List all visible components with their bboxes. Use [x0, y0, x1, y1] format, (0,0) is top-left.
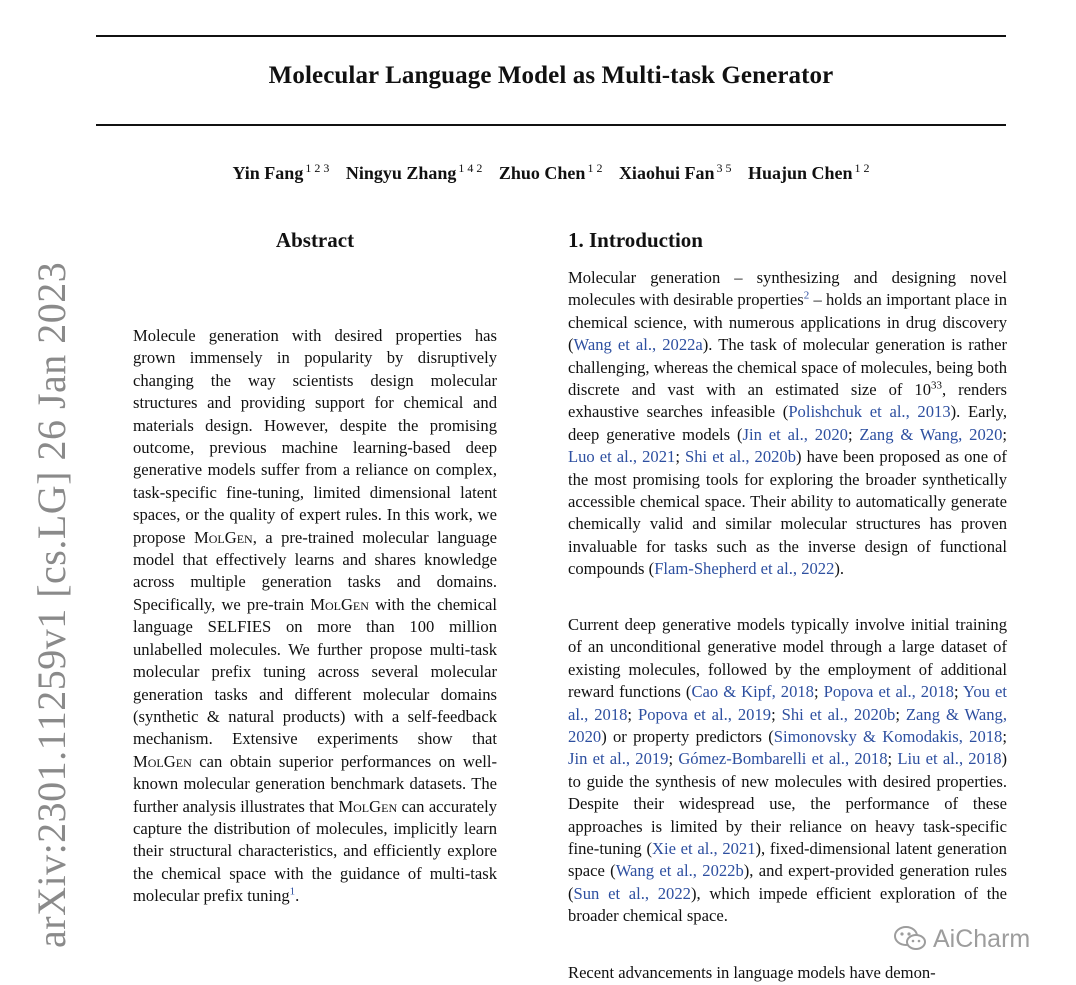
watermark-text: AiCharm: [933, 925, 1031, 953]
wechat-icon: [893, 925, 927, 951]
watermark: [893, 925, 1030, 954]
citation-link[interactable]: Liu et al., 2018: [897, 749, 1002, 769]
author-list: [96, 163, 1006, 184]
introduction-heading: 1. Introduction: [568, 228, 703, 252]
citation-link[interactable]: Luo et al., 2021: [568, 447, 676, 467]
citation-link[interactable]: Xie et al., 2021: [651, 839, 756, 859]
introduction-paragraph-1: Molecular generation – synthesizing and designing novel molecules with desirable properties$^2$ – holds an important place in chemical science, with numerous applications in drug discovery (Wang et al., 2022a). The task of molecular generation is rather challenging, whereas the chemical space of molecules, being both discrete and vast with an estimated size of $10^{33}$, renders exhaustive searches infeasible (Polishchuk et al., 2013). Early, deep generative models (Jin et al., 2020; Zang & Wang, 2020; Luo et al., 2021; Shi et al., 2020b) have been proposed as one of the most promising tools for exploring the broader synthetically accessible chemical space. Their ability to automatically generate chemically valid and similar molecular structures has proven invaluable for tasks such as the inverse design of functional compounds (Flam-Shepherd et al., 2022).: [568, 268, 1008, 579]
model-name: MolGen: [193, 527, 253, 547]
citation-link[interactable]: Flam-Shepherd et al., 2022: [654, 559, 835, 579]
citation-link[interactable]: Wang et al., 2022a: [573, 335, 703, 355]
affiliation-marks: 1 4 2: [458, 161, 483, 175]
citation-link[interactable]: Popova et al., 2019: [637, 704, 772, 724]
citation-link[interactable]: Shi et al., 2020b: [685, 447, 797, 467]
affiliation-marks: 1 2 3: [305, 161, 330, 175]
citation-link[interactable]: Cao & Kipf, 2018: [691, 682, 814, 702]
model-name: MolGen: [133, 751, 192, 771]
citation-link[interactable]: Gómez-Bombarelli et al., 2018: [678, 749, 888, 769]
affiliation-marks: 3 5: [716, 161, 732, 175]
arxiv-identifier-stamp[interactable]: arXiv:2301.11259v1 [cs.LG] 26 Jan 2023: [29, 261, 74, 948]
footnote-link[interactable]: 1: [289, 885, 296, 898]
introduction-paragraph-2: Current deep generative models typically involve initial training of an unconditional generative model through a large dataset of existing molecules, followed by the employment of additional reward functions (Cao & Kipf, 2018; Popova et al., 2018; You et al., 2018; Popova et al., 2019; Shi et al., 2020b; Zang & Wang, 2020) or property predictors (Simonovsky & Komodakis, 2018; Jin et al., 2019; Gómez-Bombarelli et al., 2018; Liu et al., 2018) to guide the synthesis of new molecules with desired properties. Despite their widespread use, the performance of these approaches is limited by their reliance on heavy task-specific fine-tuning (Xie et al., 2021), fixed-dimensional latent generation space (Wang et al., 2022b), and expert-provided generation rules (Sun et al., 2022), which impede efficient exploration of the broader chemical space.: [568, 615, 1008, 926]
affiliation-marks: 1 2: [854, 161, 870, 175]
citation-link[interactable]: Simonovsky & Komodakis, 2018: [773, 727, 1003, 747]
citation-link[interactable]: Shi et al., 2020b: [781, 704, 896, 724]
title-bottom-rule: [96, 124, 1006, 126]
citation-link[interactable]: Jin et al., 2020: [742, 424, 848, 444]
citation-link[interactable]: Polishchuk et al., 2013: [788, 402, 951, 422]
model-name: MolGen: [338, 796, 398, 816]
affiliation-marks: 1 2: [587, 161, 603, 175]
citation-link[interactable]: Zang & Wang, 2020: [568, 704, 1007, 747]
abstract-body: Molecule generation with desired properties has grown immensely in popularity by disruptively changing the way scientists design molecular structures and providing support for chemical and materials design. However, despite the promising outcome, previous machine learning-based deep generative models suffer from a reliance on complex, task-specific fine-tuning, limited dimensional latent spaces, or the quality of expert rules. In this work, we propose MolGen, a pre-trained molecular language model that effectively learns and shares knowledge across multiple generation tasks and domains. Specifically, we pre-train MolGen with the chemical language SELFIES on more than 100 million unlabelled molecules. We further propose multi-task molecular prefix tuning across several molecular generation tasks and different molecular domains (synthetic & natural products) with a self-feedback mechanism. Extensive experiments show that MolGen can obtain superior performances on well-known molecular generation benchmark datasets. The further analysis illustrates that MolGen can accurately capture the distribution of molecules, implicitly learn their structural characteristics, and efficiently explore the chemical space with the guidance of multi-task molecular prefix tuning$^1$.: [133, 326, 497, 906]
author: Xiaohui Fan $^{3 5}$: [618, 161, 732, 183]
author: Huajun Chen $^{1 2}$: [747, 161, 870, 183]
model-name: MolGen: [310, 594, 369, 614]
citation-link[interactable]: Sun et al., 2022: [573, 883, 691, 903]
citation-link[interactable]: Popova et al., 2018: [823, 682, 954, 702]
citation-link[interactable]: Wang et al., 2022b: [615, 861, 744, 881]
exponent: 33: [931, 379, 943, 392]
abstract-heading: Abstract: [275, 228, 355, 252]
author: Zhuo Chen $^{1 2}$: [498, 161, 603, 183]
paper-title: Molecular Language Model as Multi-task Generator: [268, 62, 834, 89]
footnote-link[interactable]: 2: [803, 289, 810, 302]
citation-link[interactable]: Jin et al., 2019: [568, 749, 669, 769]
top-rule: [96, 35, 1006, 37]
introduction-paragraph-3: Recent advancements in language models have demon-: [568, 963, 936, 982]
citation-link[interactable]: You et al., 2018: [568, 682, 1007, 724]
author: Yin Fang $^{1 2 3}$: [232, 161, 330, 183]
author: Ningyu Zhang $^{1 4 2}$: [345, 161, 483, 183]
citation-link[interactable]: Zang & Wang, 2020: [859, 424, 1003, 444]
